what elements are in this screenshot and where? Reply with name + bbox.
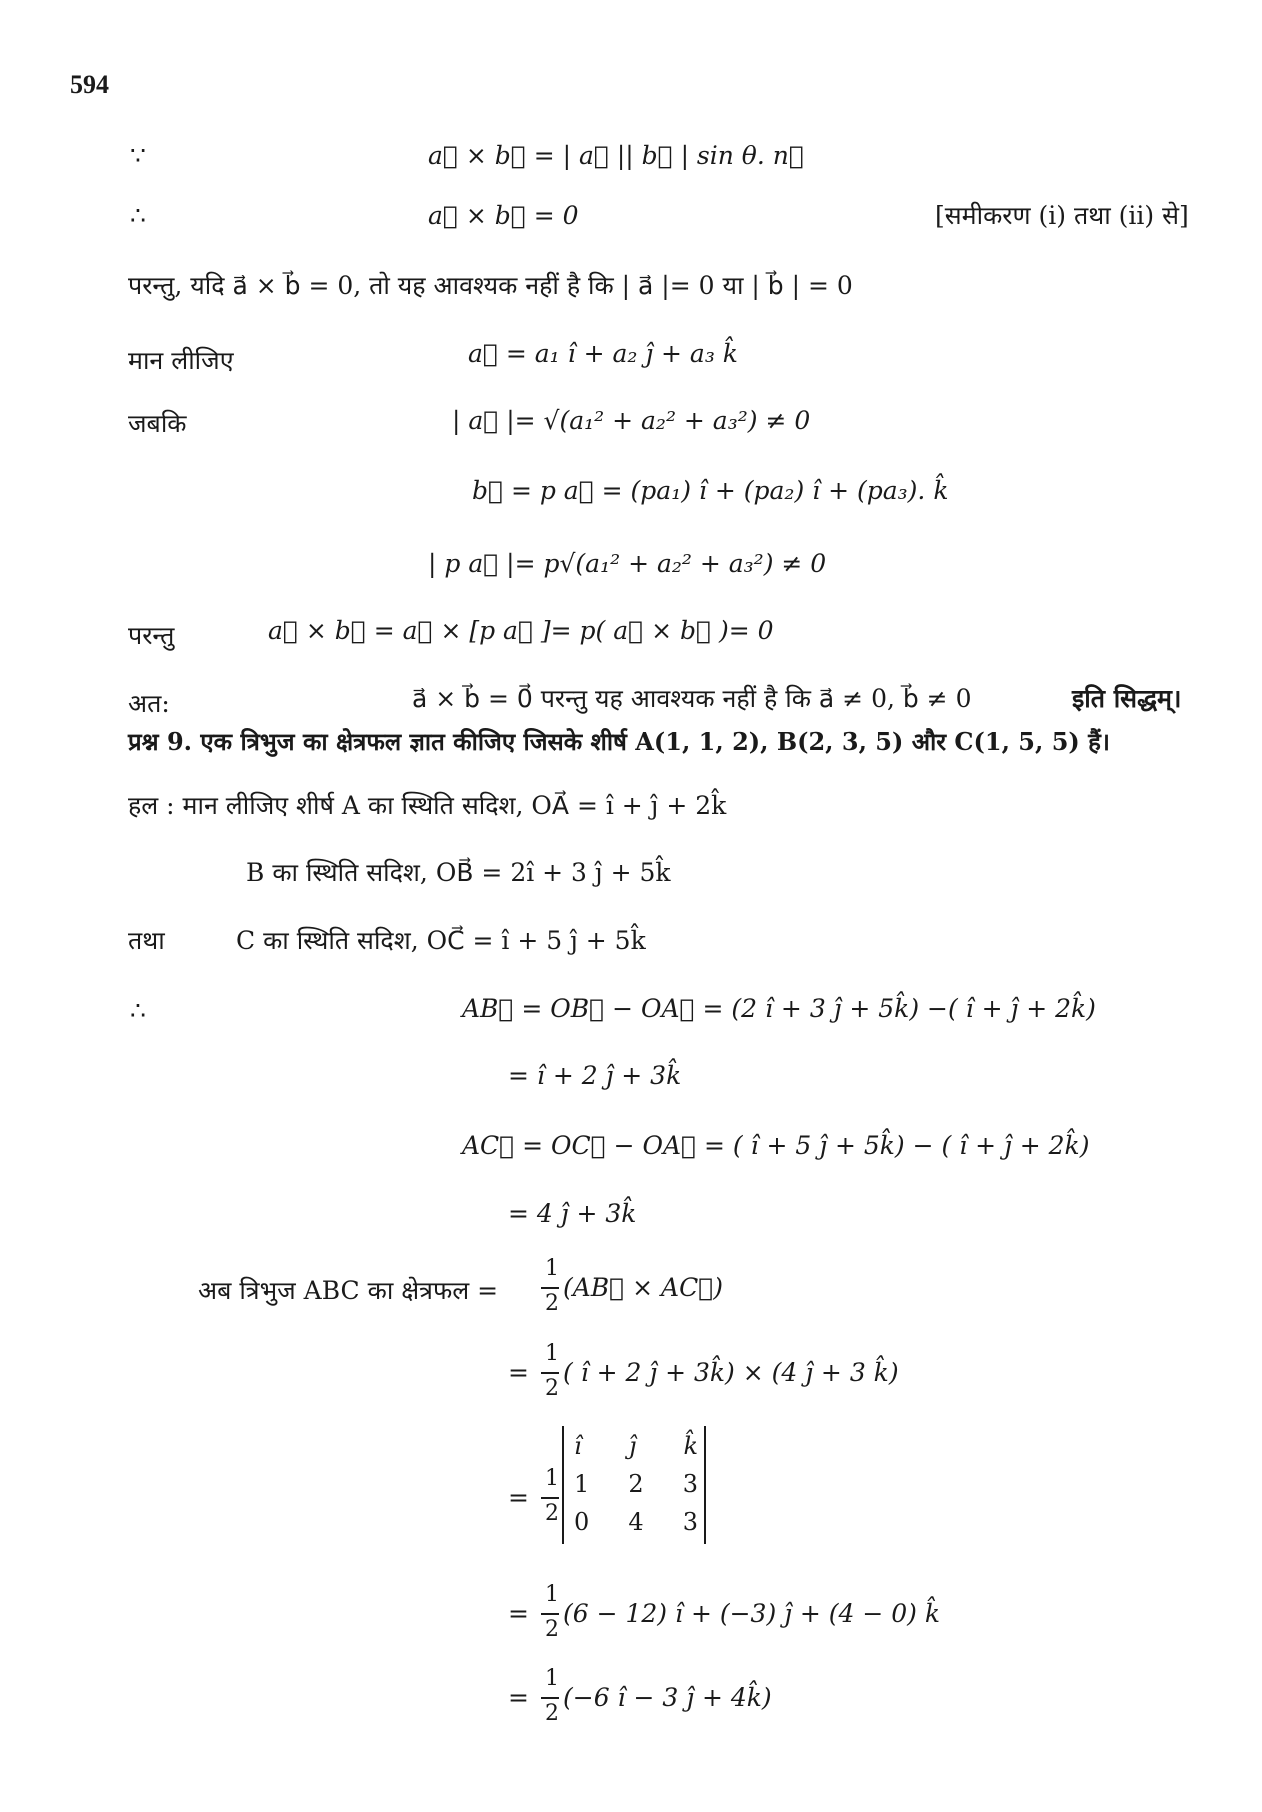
label-atah: अत: — [128, 689, 170, 718]
equation-ab: AB⃗ = OB⃗ − OA⃗ = (2 î + 3 ĵ + 5k̂) −( î + ĵ + 2k̂) — [462, 994, 1096, 1023]
equals-sign: = — [508, 1483, 529, 1512]
unit-k-icon: k̂ — [683, 1432, 698, 1460]
fraction-num: 1 — [545, 1466, 559, 1491]
fraction-den: 2 — [545, 1501, 559, 1526]
page-number: 594 — [70, 70, 109, 99]
determinant-row-3 — [574, 1508, 698, 1536]
equation-area-2: ( î + 2 ĵ + 3k̂) × (4 ĵ + 3 k̂) — [563, 1358, 899, 1387]
fraction-den: 2 — [545, 1617, 559, 1642]
equals-sign: = — [508, 1599, 529, 1628]
determinant-row-2 — [574, 1470, 698, 1498]
equals-sign: = — [508, 1358, 529, 1387]
area-label: अब त्रिभुज ABC का क्षेत्रफल = — [198, 1276, 499, 1305]
equation-ac: AC⃗ = OC⃗ − OA⃗ = ( î + 5 ĵ + 5k̂) − ( î + ĵ + 2k̂) — [462, 1131, 1090, 1160]
equation-ac-result: = 4 ĵ + 3k̂ — [508, 1199, 637, 1228]
therefore-symbol: ∴ — [130, 201, 146, 230]
equation-pa-magnitude: | p a⃗ |= p√(a₁² + a₂² + a₃²) ≠ 0 — [428, 549, 827, 578]
fraction-bar — [541, 1372, 559, 1374]
therefore-symbol-2: ∴ — [130, 996, 146, 1025]
equation-a-vector: a⃗ = a₁ î + a₂ ĵ + a₃ k̂ — [468, 339, 738, 368]
fraction-num: 1 — [545, 1256, 559, 1281]
cell: 4 — [628, 1508, 644, 1536]
fraction-bar — [541, 1697, 559, 1699]
cell: 0 — [574, 1508, 590, 1536]
solution-ob: B का स्थिति सदिश, OB⃗ = 2î + 3 ĵ + 5k̂ — [246, 858, 671, 887]
equation-b-vector: b⃗ = p a⃗ = (pa₁) î + (pa₂) î + (pa₃). k̂ — [472, 476, 949, 505]
equation-area-1: (AB⃗ × AC⃗) — [563, 1273, 723, 1302]
label-parantu: परन्तु — [128, 621, 175, 650]
equals-sign: = — [508, 1683, 529, 1712]
iti-siddham: इति सिद्धम्। — [1072, 684, 1182, 713]
cell: 2 — [628, 1470, 644, 1498]
cell: 3 — [682, 1508, 698, 1536]
fraction-den: 2 — [545, 1701, 559, 1726]
because-symbol: ∵ — [130, 141, 146, 170]
equation-a-magnitude: | a⃗ |= √(a₁² + a₂² + a₃²) ≠ 0 — [452, 406, 811, 435]
fraction-num: 1 — [545, 1582, 559, 1607]
statement-line: परन्तु, यदि a⃗ × b⃗ = 0, तो यह आवश्यक नहीं है कि | a⃗ |= 0 या | b⃗ | = 0 — [128, 271, 853, 300]
fraction-num: 1 — [545, 1666, 559, 1691]
label-jabaki: जबकि — [128, 409, 187, 438]
label-tatha: तथा — [128, 926, 165, 955]
question-9-heading: प्रश्न 9. एक त्रिभुज का क्षेत्रफल ज्ञात कीजिए जिसके शीर्ष A(1, 1, 2), B(2, 3, 5) और C(1, 5, 5) हैं। — [128, 727, 1110, 756]
equation-area-4: (6 − 12) î + (−3) ĵ + (4 − 0) k̂ — [563, 1599, 941, 1628]
equation-area-5: (−6 î − 3 ĵ + 4k̂) — [563, 1683, 772, 1712]
unit-i-icon: î — [574, 1432, 582, 1460]
cell: 1 — [574, 1470, 590, 1498]
equation-line-1: a⃗ × b⃗ = | a⃗ || b⃗ | sin θ. n⃗ — [428, 141, 804, 170]
unit-j-icon: ĵ — [628, 1432, 637, 1460]
equation-cross-product-zero: a⃗ × b⃗ = a⃗ × [p a⃗ ]= p( a⃗ × b⃗ )= 0 — [268, 616, 774, 645]
fraction-den: 2 — [545, 1291, 559, 1316]
equation-line-2: a⃗ × b⃗ = 0 — [428, 201, 579, 230]
conclusion-line: a⃗ × b⃗ = 0⃗ परन्तु यह आवश्यक नहीं है कि a⃗ ≠ 0, b⃗ ≠ 0 — [412, 684, 972, 713]
determinant-row-1 — [574, 1432, 698, 1460]
fraction-bar — [541, 1287, 559, 1289]
solution-oc: C का स्थिति सदिश, OC⃗ = î + 5 ĵ + 5k̂ — [236, 926, 646, 955]
fraction-bar — [541, 1497, 559, 1499]
cell: 3 — [682, 1470, 698, 1498]
reference-note: [समीकरण (i) तथा (ii) से] — [935, 201, 1189, 230]
fraction-num: 1 — [545, 1341, 559, 1366]
label-maan-lijiye: मान लीजिए — [128, 346, 234, 375]
fraction-den: 2 — [545, 1376, 559, 1401]
determinant — [562, 1426, 706, 1544]
solution-oa: हल : मान लीजिए शीर्ष A का स्थिति सदिश, OA⃗ = î + ĵ + 2k̂ — [128, 791, 727, 820]
equation-ab-result: = î + 2 ĵ + 3k̂ — [508, 1061, 682, 1090]
fraction-bar — [541, 1613, 559, 1615]
